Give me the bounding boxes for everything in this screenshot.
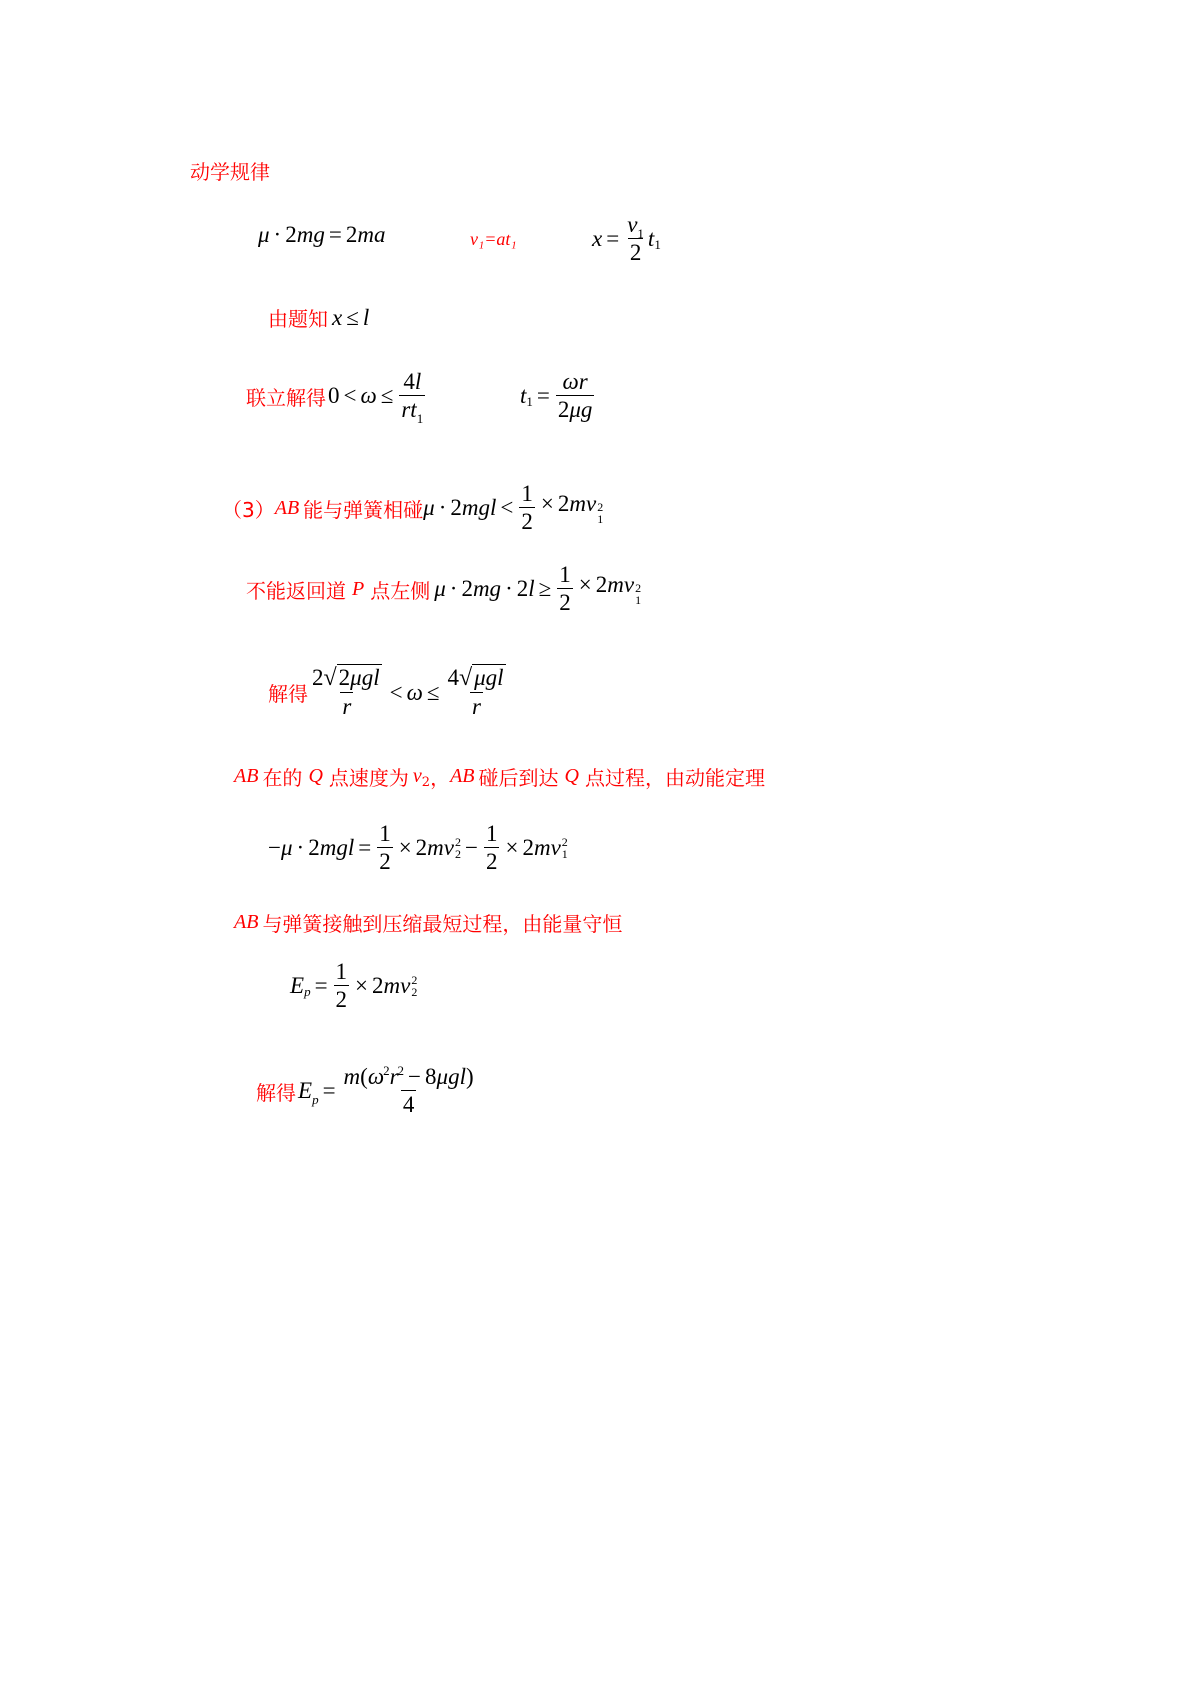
time-equation: t 1 = $\frac{\omega r}{2\mu g}$ xyxy=(520,369,593,423)
spring-energy-equation: E p = $\frac{1}{2}$ × 2 mv 2 2 xyxy=(290,959,418,1013)
q-speed-text-a: 在的 xyxy=(262,766,303,790)
energy-text: 与弹簧接触到压缩最短过程，由能量守恒 xyxy=(262,912,623,936)
heading-text: 动学规律 xyxy=(190,160,270,184)
q-speed-text-c: ， xyxy=(430,766,451,790)
part3-line: （3） AB 能与弹簧相碰 μ · 2mgl < $\frac{1}{2}$ × 2mv 2 1 xyxy=(222,481,604,535)
final-result-line: 解得 $E_p$ = $\frac{m(\omega^2r^2 - 8\mu gl)}{4}$ xyxy=(256,1063,474,1118)
condition-line: 由题知 x ≤ l xyxy=(268,304,370,331)
q-speed-text-b: 点速度为 xyxy=(328,766,409,790)
known-text: 由题知 xyxy=(268,307,328,331)
solve-together-text: 联立解得 xyxy=(246,385,326,410)
solve-text: 解得 xyxy=(268,682,308,707)
solve-final-text: 解得 xyxy=(256,1080,296,1105)
velocity-text: v₁=at₁ xyxy=(470,229,517,249)
equation-friction: μ · 2 mg = 2 ma xyxy=(258,222,386,247)
energy-theorem-equation: − μ · 2 mgl = $\frac{1}{2}$ × 2 mv 2 2 − $\frac{1}{2}$ × 2 mv 2 1 xyxy=(268,821,568,875)
part3-text: 能与弹簧相碰 xyxy=(303,497,424,522)
q-speed-line: AB 在的 Q 点速度为 v 2 ， AB 碰后到达 Q 点过程，由动能定理 xyxy=(234,762,765,791)
equation-velocity xyxy=(470,229,517,250)
omega-solution-line: 解得 $\frac{\text{2√2μgl}}{r}$ < ω ≤ $\frac{\text{4√μgl}}{r}$ xyxy=(268,665,504,720)
equation-distance: x = $\frac{v_1}{2}$ t 1 xyxy=(592,212,661,266)
left-of-point-text: 点左侧 xyxy=(370,578,431,603)
energy-conservation-line: AB 与弹簧接触到压缩最短过程，由能量守恒 xyxy=(234,908,622,937)
section-heading xyxy=(190,156,270,185)
cannot-return-text: 不能返回道 xyxy=(246,578,346,603)
omega-range-line: 联立解得 0 < ω ≤ $\frac{4l}{rt_1}$ xyxy=(246,369,424,427)
no-return-line: 不能返回道 P 点左侧 μ · 2mg · 2l ≥ $\frac{1}{2}$ × 2mv 2 1 xyxy=(246,562,642,616)
q-speed-text-e: 点过程，由动能定理 xyxy=(584,766,765,790)
q-speed-text-d: 碰后到达 xyxy=(478,766,559,790)
part3-label: （3） xyxy=(222,497,275,522)
